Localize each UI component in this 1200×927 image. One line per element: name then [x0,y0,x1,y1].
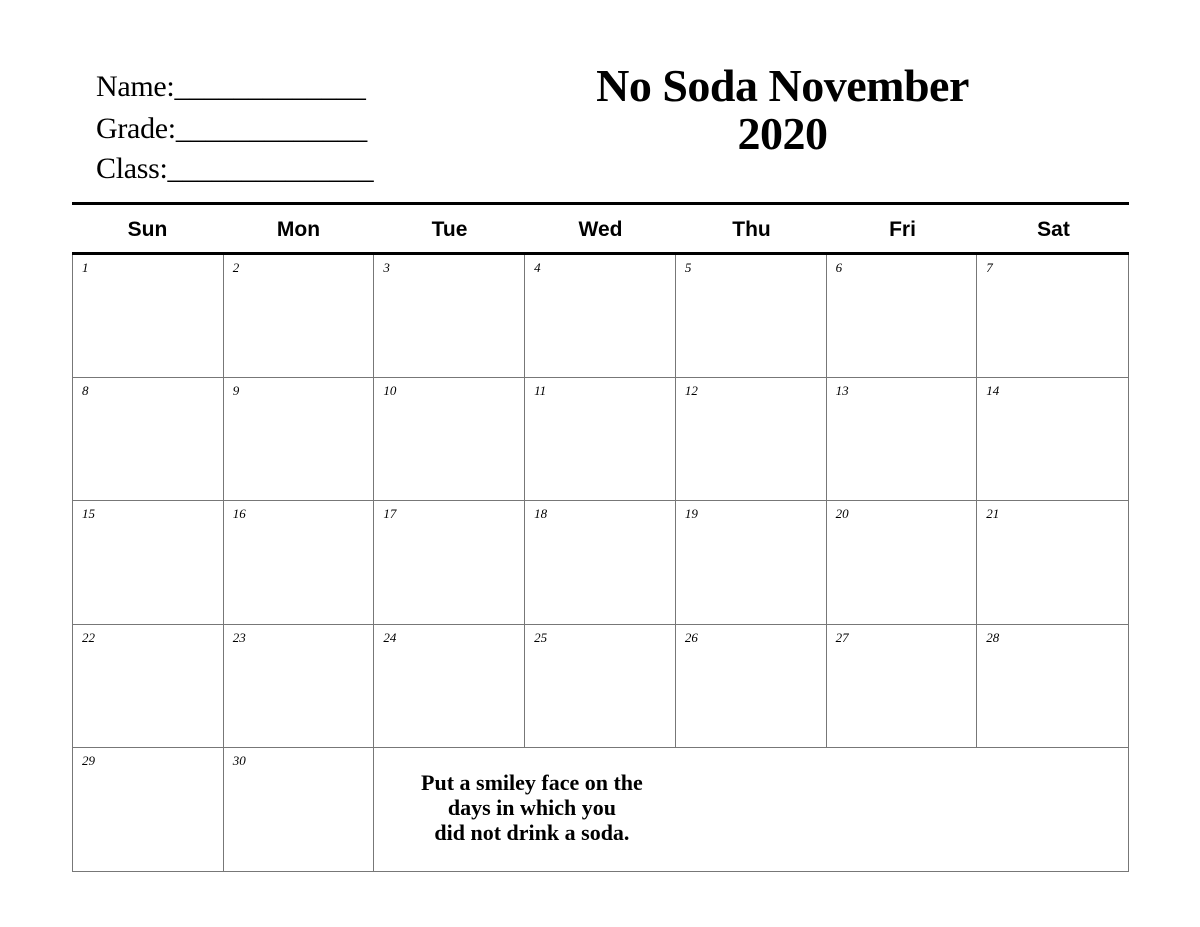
day-cell [374,501,525,624]
date-number: 25 [534,629,548,645]
day-cell [525,378,676,501]
date-number: 16 [232,506,246,522]
day-cell [977,255,1128,378]
weekday-tue: Tue [431,218,468,241]
date-number: 23 [232,629,246,645]
day-cell [977,625,1128,748]
date-number: 11 [534,383,547,399]
day-cell [525,501,676,624]
day-cell [73,255,224,378]
day-cell [374,625,525,748]
title-month: No Soda November [596,60,969,111]
date-number: 29 [82,752,95,768]
page-title [560,62,1005,158]
day-cell [374,255,525,378]
day-cell [224,748,375,871]
day-cell [676,501,827,624]
day-cell [224,255,375,378]
day-cell [525,625,676,748]
instructions-line: days in which you [447,794,616,820]
date-number: 1 [82,260,89,275]
weekday-mon: Mon [276,218,321,241]
date-number: 6 [835,260,843,275]
day-cell [827,625,978,748]
weekday-header [72,205,1129,252]
day-cell [827,501,978,624]
weekday-fri: Fri [889,218,916,241]
day-cell [224,378,375,501]
date-number: 4 [534,260,541,275]
date-number: 2 [232,260,240,275]
date-number: 3 [383,260,390,275]
date-number: 12 [684,383,698,399]
day-cell [374,378,525,501]
class-field: Class:______________ [96,152,374,185]
weekday-wed: Wed [578,218,623,241]
date-number: 24 [383,629,397,645]
date-number: 19 [684,506,698,522]
date-number: 21 [986,506,1000,522]
date-number: 10 [383,383,397,399]
day-cell [676,625,827,748]
day-cell [73,501,224,624]
weekday-sun: Sun [127,218,168,241]
day-cell [827,255,978,378]
date-number: 7 [986,260,993,275]
day-cell [676,255,827,378]
date-number: 14 [986,383,1000,399]
student-info-fields [96,66,373,190]
date-number: 20 [835,506,849,522]
title-year: 2020 [737,108,828,159]
date-number: 30 [232,752,246,768]
date-number: 17 [383,506,397,522]
instructions-text [374,770,689,845]
calendar-grid [72,255,1129,872]
date-number: 22 [82,629,95,645]
day-cell [224,501,375,624]
day-cell [977,378,1128,501]
instructions-line: did not drink a soda. [434,819,630,845]
date-number: 13 [835,383,849,399]
date-number: 15 [82,506,95,522]
day-cell [525,255,676,378]
weekday-sat: Sat [1037,218,1070,241]
instructions-line: Put a smiley face on the [421,769,643,795]
day-cell [676,378,827,501]
day-cell [73,748,224,871]
instructions-cell [374,748,1128,871]
grade-field: Grade:_____________ [96,112,367,145]
date-number: 8 [82,383,89,399]
day-cell [977,501,1128,624]
date-number: 26 [684,629,698,645]
date-number: 18 [534,506,548,522]
day-cell [73,378,224,501]
day-cell [827,378,978,501]
day-cell [224,625,375,748]
weekday-thu: Thu [732,218,771,241]
date-number: 9 [232,383,240,399]
name-field: Name:_____________ [96,70,366,103]
date-number: 5 [684,260,692,275]
day-cell [73,625,224,748]
date-number: 27 [835,629,849,645]
date-number: 28 [986,629,1000,645]
